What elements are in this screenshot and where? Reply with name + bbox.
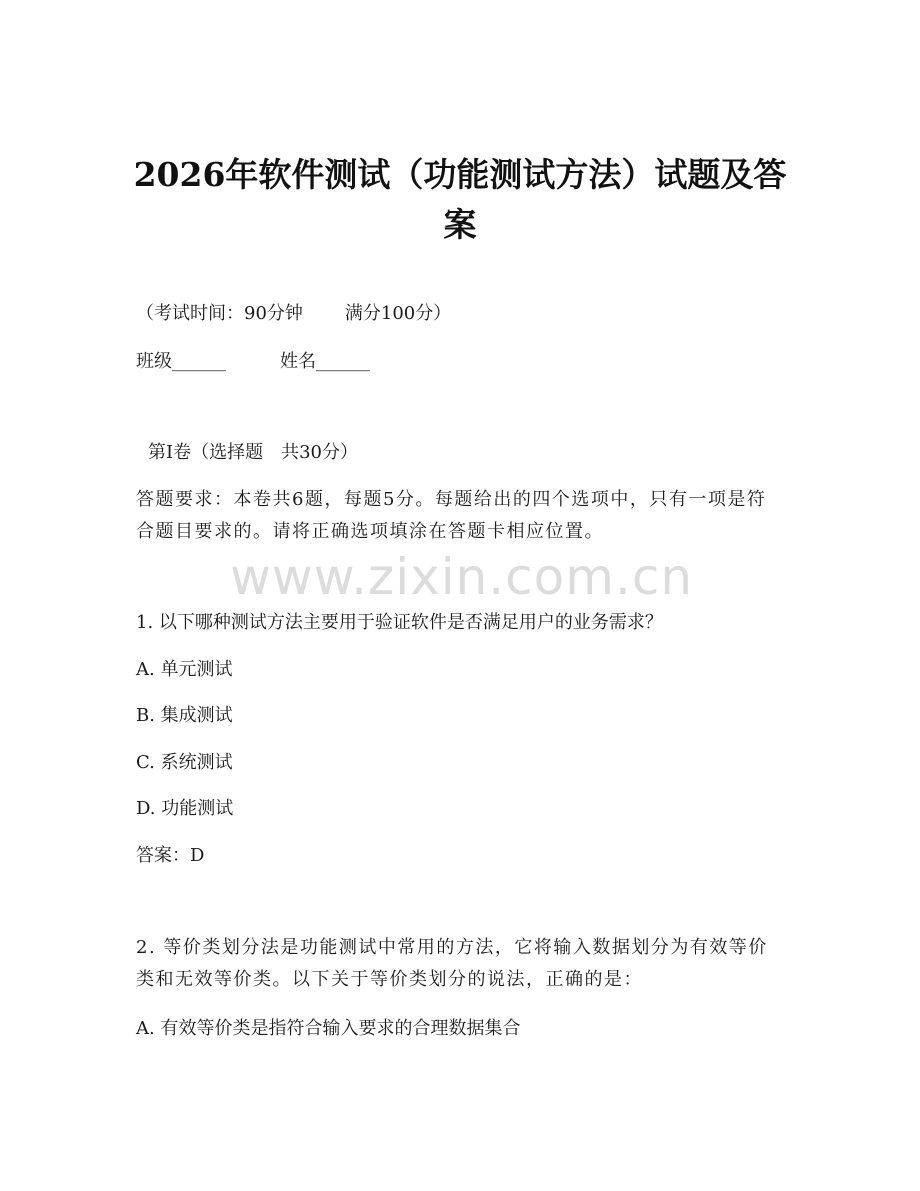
question-1-answer: 答案：D	[136, 845, 205, 866]
name-field: 姓名______	[280, 351, 370, 372]
student-fields	[136, 346, 370, 378]
exam-time: （考试时间：90分钟	[136, 303, 303, 324]
question-2-stem: 2. 等价类划分法是功能测试中常用的方法，它将输入数据划分为有效等价类和无效等价类。以下关于等价类划分的说法，正确的是：	[136, 937, 768, 990]
question-1-option-d: D. 功能测试	[136, 798, 234, 819]
section-instructions: 答题要求：本卷共6题，每题5分。每题给出的四个选项中，只有一项是符合题目要求的。请将正确选项填涂在答题卡相应位置。	[136, 489, 767, 542]
question-1-option-a: A. 单元测试	[136, 659, 233, 680]
class-field: 班级______	[136, 351, 226, 372]
question-1-option-c: C. 系统测试	[136, 752, 233, 773]
question-1-option-b: B. 集成测试	[136, 705, 233, 726]
section-heading: 第Ⅰ卷（选择题 共30分）	[148, 442, 359, 463]
page-title: 2026年软件测试（功能测试方法）试题及答案	[133, 155, 787, 244]
exam-score: 满分100分）	[344, 303, 452, 324]
question-2-option-a: A. 有效等价类是指符合输入要求的合理数据集合	[136, 1018, 521, 1039]
watermark: www.zixin.com.cn	[230, 548, 694, 606]
exam-info	[136, 298, 451, 330]
question-1-stem: 1. 以下哪种测试方法主要用于验证软件是否满足用户的业务需求？	[136, 612, 663, 633]
